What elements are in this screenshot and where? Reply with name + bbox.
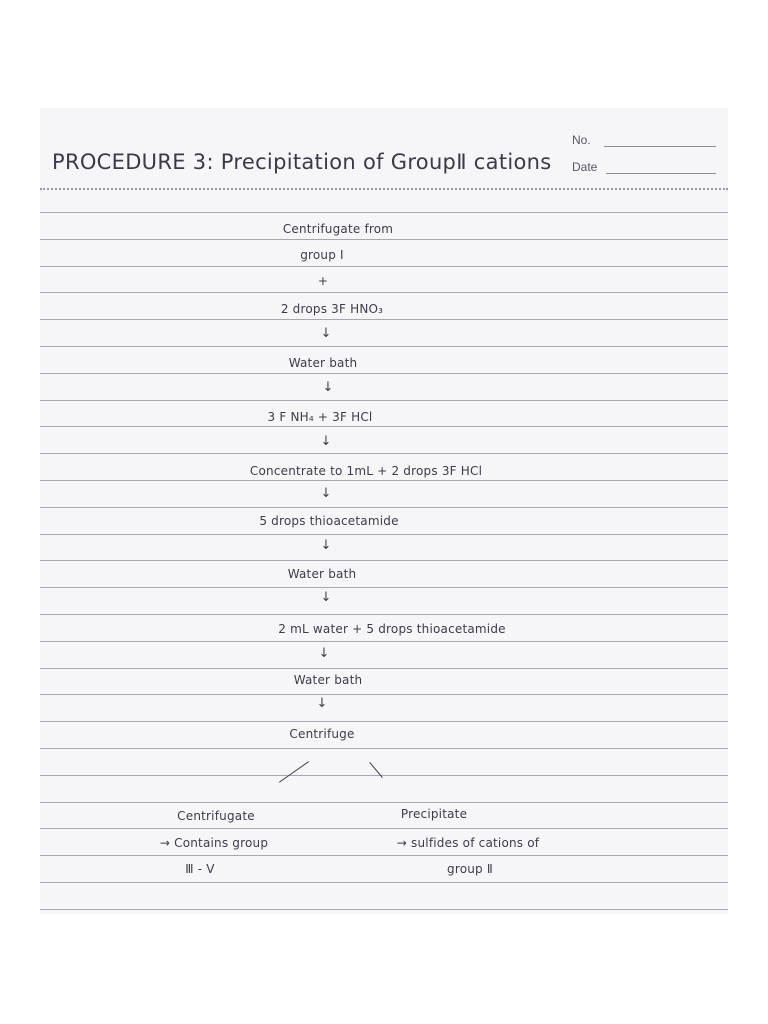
ruled-line <box>40 319 728 320</box>
ruled-line <box>40 748 728 749</box>
ruled-line <box>40 614 728 615</box>
ruled-line <box>40 882 728 883</box>
no-field-line <box>604 146 716 147</box>
precipitate-note: → sulfides of cations of <box>396 836 540 850</box>
arrow-down-4: ↓ <box>320 486 332 501</box>
step-thioacetamide: 5 drops thioacetamide <box>259 514 399 528</box>
ruled-line <box>40 480 728 481</box>
ruled-line <box>40 534 728 535</box>
ruled-line <box>40 721 728 722</box>
ruled-line <box>40 560 728 561</box>
step-centrifuge: Centrifuge <box>289 727 355 741</box>
ruled-line <box>40 641 728 642</box>
ruled-line <box>40 507 728 508</box>
ruled-line <box>40 346 728 347</box>
step-water-bath-3: Water bath <box>293 673 363 687</box>
ruled-line <box>40 212 728 213</box>
no-label: No. <box>572 133 591 147</box>
ruled-line <box>40 802 728 803</box>
step-water-thioacetamide: 2 mL water + 5 drops thioacetamide <box>278 622 506 636</box>
arrow-down-8: ↓ <box>316 696 328 711</box>
ruled-line <box>40 828 728 829</box>
ruled-line <box>40 668 728 669</box>
step-concentrate: Concentrate to 1mL + 2 drops 3F HCl <box>249 464 483 478</box>
arrow-down-1: ↓ <box>320 326 332 341</box>
page-title: PROCEDURE 3: Precipitation of GroupⅡ cations <box>52 150 552 174</box>
ruled-line <box>40 587 728 588</box>
ruled-line <box>40 292 728 293</box>
plus-sign: + <box>317 274 329 288</box>
step-centrifugate-from: Centrifugate from <box>282 222 394 236</box>
ruled-line <box>40 694 728 695</box>
arrow-down-5: ↓ <box>320 538 332 553</box>
arrow-down-2: ↓ <box>322 380 334 395</box>
step-nh4-hcl: 3 F NH₄ + 3F HCl <box>267 410 373 424</box>
header-divider <box>40 188 728 190</box>
precipitate-group: group Ⅱ <box>447 862 493 876</box>
ruled-line <box>40 775 728 776</box>
date-field-line <box>606 173 716 174</box>
ruled-line <box>40 373 728 374</box>
centrifugate-note: → Contains group <box>159 836 269 850</box>
centrifugate-groups: Ⅲ - Ⅴ <box>185 862 215 876</box>
ruled-line <box>40 400 728 401</box>
step-hno3: 2 drops 3F HNO₃ <box>280 302 384 316</box>
date-label: Date <box>572 160 598 174</box>
step-group-1: group Ⅰ <box>300 248 344 262</box>
ruled-line <box>40 855 728 856</box>
arrow-down-6: ↓ <box>320 590 332 605</box>
ruled-line <box>40 426 728 427</box>
step-water-bath-1: Water bath <box>288 356 358 370</box>
ruled-line <box>40 453 728 454</box>
centrifugate-title: Centrifugate <box>177 809 255 823</box>
ruled-line <box>40 239 728 240</box>
arrow-down-3: ↓ <box>320 434 332 449</box>
ruled-line <box>40 909 728 910</box>
step-water-bath-2: Water bath <box>287 567 357 581</box>
arrow-down-7: ↓ <box>318 646 330 661</box>
ruled-line <box>40 266 728 267</box>
precipitate-title: Precipitate <box>400 807 468 821</box>
